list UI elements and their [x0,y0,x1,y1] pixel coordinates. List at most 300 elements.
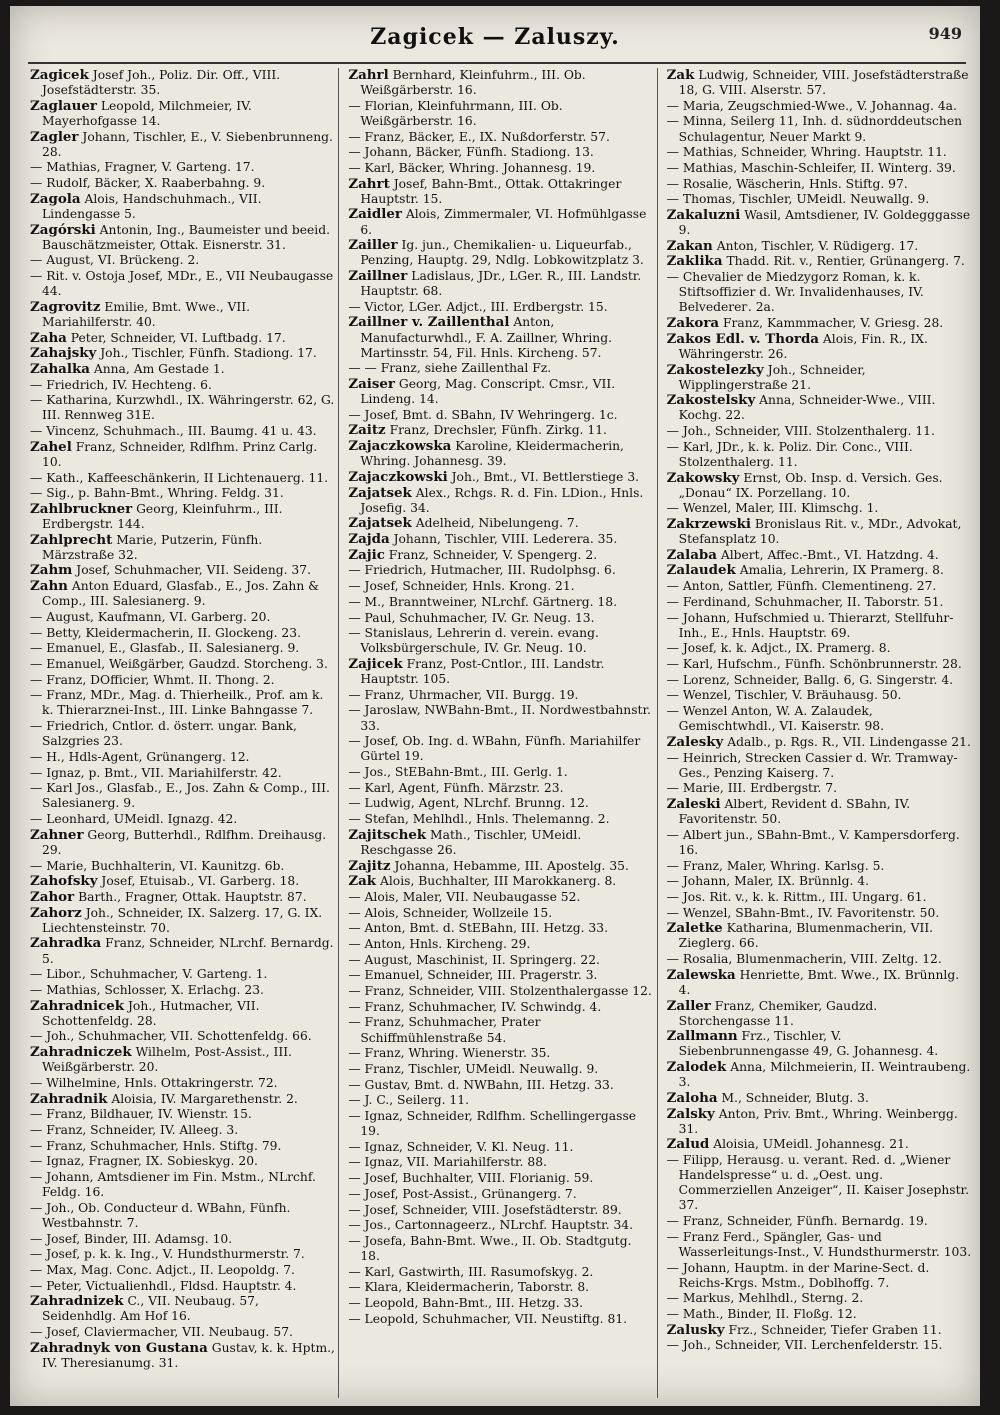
entry-details: Georg, Mag. Conscript. Cmsr., VII. Lindeng. 14. [360,377,616,407]
directory-entry [667,1137,972,1152]
directory-entry [30,563,335,578]
directory-entry [30,253,335,268]
entry-details: — Karl Jos., Glasfab., E., Jos. Zahn & Comp., III. Salesianerg. 9. [30,781,330,811]
entry-surname: Zaloha [666,1089,718,1106]
entry-surname: Zaillner v. Zaillenthal [348,314,510,331]
directory-entry [30,346,335,361]
entry-details: — Peter, Victualienhdl., Fldsd. Hauptstr. 4. [30,1278,297,1293]
entry-details: Anna, Milchmeierin, II. Weintraubeng. 3. [678,1060,971,1090]
directory-entry [667,563,972,578]
entry-surname: Zahofsky [30,873,98,890]
entry-details: — Franz, MDr., Mag. d. Thierheilk., Prof. am k. k. Thierarznei-Inst., III. Linke Bahngasse 7. [30,688,324,718]
entry-details: — Wenzel, SBahn-Bmt., IV. Favoritenstr. 50. [666,905,940,920]
directory-entry [30,130,335,160]
entry-details: — — Franz, siehe Zaillenthal Fz. [348,361,552,376]
entry-details: — Jos. Rit. v., k. k. Rittm., III. Ungarg. 61. [666,889,927,904]
directory-entry [348,470,653,485]
entry-details: — Franz, Schuhmacher, Prater Schiffmühlenstraße 54. [348,1015,541,1045]
entry-details: — Vincenz, Schuhmach., III. Baumg. 41 u. 43. [30,424,317,439]
entry-details: Franz, Schneider, NLrchf. Bernardg. 5. [42,936,334,966]
directory-entry [30,471,335,486]
entry-details: Bronislaus Rit. v., MDr., Advokat, Stefansplatz 10. [678,517,962,547]
entry-details: — Anton, Sattler, Fünfh. Clementineng. 27. [666,579,937,594]
entry-details: — Mathias, Fragner, V. Garteng. 17. [30,160,255,175]
entry-details: — Ignaz, Schneider, V. Kl. Neug. 11. [348,1139,574,1154]
directory-entry [348,238,653,268]
directory-entry [348,532,653,547]
entry-surname: Zaillner [348,267,408,284]
entry-surname: Zahner [30,826,84,843]
entry-details: Joh., Tischler, Fünfh. Stadiong. 17. [100,346,317,361]
entry-details: — Mathias, Schlosser, X. Erlachg. 23. [30,982,264,997]
entry-details: — Filipp, Herausg. u. verant. Red. d. „Wiener Handelspresse“ u. d. „Oest. ung. Commerziellen Anzeiger“, II. Kaiser Josephstr. 37. [666,1153,969,1213]
entry-details: Josef, Bahn-Bmt., Ottak. Ottakringer Hauptstr. 15. [360,176,622,206]
entry-details: — August, Maschinist, II. Springerg. 22. [348,952,600,967]
entry-details: Franz, Drechsler, Fünfh. Zirkg. 11. [389,423,607,438]
entry-surname: Zahradka [30,935,102,952]
entry-details: — Marie, Buchhalterin, VI. Kaunitzg. 6b. [30,858,285,873]
directory-entry [348,377,653,407]
entry-details: — Alois, Schneider, Wollzeile 15. [348,905,553,920]
directory-entry [667,270,972,315]
entry-details: — Mathias, Schneider, Whring. Hauptstr. 11. [666,145,947,160]
directory-entry [30,766,335,781]
column-3 [667,68,975,1398]
entry-details: — Joh., Ob. Conducteur d. WBahn, Fünfh. Westbahnstr. 7. [30,1200,291,1230]
entry-surname: Zalusky [666,1321,725,1338]
entry-details: — Kath., Kaffeeschänkerin, II Lichtenauerg. 11. [30,470,329,485]
directory-entry [30,192,335,222]
entry-surname: Zajaczkowski [348,468,448,485]
entry-surname: Zahradnizek [30,1293,124,1310]
entry-details: Alois, Fin. R., IX. Währingerstr. 26. [678,331,928,361]
entry-details: Amalia, Lehrerin, IX Pramerg. 8. [739,563,944,578]
directory-entry [348,937,653,952]
directory-entry [348,423,653,438]
entry-details: — Emanuel, E., Glasfab., II. Salesianerg. 9. [30,641,300,656]
entry-details: Anton, Priv. Bmt., Whring. Weinbergg. 31. [678,1106,958,1136]
entry-surname: Zakostelsky [666,392,756,409]
directory-entry [348,984,653,999]
entry-details: — Friedrich, Hutmacher, III. Rudolphsg. 6. [348,563,616,578]
directory-entry [667,673,972,688]
entry-details: — M., Branntweiner, NLrchf. Gärtnerg. 18. [348,594,617,609]
entry-details: Ludwig, Schneider, VIII. Josefstädterstraße 18, G. VIII. Alserstr. 57. [678,68,969,98]
directory-entry [30,983,335,998]
directory-entry [348,161,653,176]
entry-details: — Rudolf, Bäcker, X. Raaberbahng. 9. [30,176,266,191]
entry-surname: Zahrl [348,68,389,83]
directory-entry [667,254,972,269]
directory-entry [30,828,335,858]
directory-entry [30,1170,335,1200]
entry-details: — Josef, Post-Assist., Grünangerg. 7. [348,1186,577,1201]
directory-entry [30,579,335,609]
entry-surname: Zagicek [30,68,89,83]
directory-entry [667,688,972,703]
page-title: Zagicek — Zaluszy. [370,24,620,50]
entry-details: — Wilhelmine, Hnls. Ottakringerstr. 72. [30,1075,278,1090]
entry-details: — Leopold, Bahn-Bmt., III. Hetzg. 33. [348,1296,584,1311]
directory-entry [30,1247,335,1262]
directory-entry [348,145,653,160]
entry-details: — Karl, JDr., k. k. Poliz. Dir. Conc., VIII. Stolzenthalerg. 11. [666,439,913,469]
entry-details: Frz., Tischler, V. Siebenbrunnengasse 49, G. Johannesg. 4. [678,1029,939,1059]
entry-details: — Franz, Bildhauer, IV. Wienstr. 15. [30,1107,252,1122]
entry-details: Anton Eduard, Glasfab., E., Jos. Zahn & Comp., III. Salesianerg. 9. [42,579,320,609]
entry-surname: Zahrt [348,175,390,192]
entry-details: — Franz Ferd., Spängler, Gas- und Wasserleitungs-Inst., V. Hundsthurmerstr. 103. [666,1229,972,1259]
entry-details: — Josef, Schneider, Hnls. Krong. 21. [348,579,575,594]
directory-entry [30,812,335,827]
entry-details: — Franz, Tischler, UMeidl. Neuwallg. 9. [348,1061,599,1076]
directory-entry [348,688,653,703]
entry-details: — Johann, Hauptm. in der Marine-Sect. d. Reichs-Krgs. Mstm., Doblhoffg. 7. [666,1260,930,1290]
entry-details: — Ignaz, VII. Mariahilferstr. 88. [348,1155,547,1170]
entry-surname: Zakowsky [666,469,740,486]
directory-entry [667,424,972,439]
directory-entry [30,719,335,749]
entry-surname: Zajicek [348,656,403,672]
directory-entry [348,408,653,423]
entry-surname: Zagrovitz [30,298,101,315]
page-header [10,24,980,54]
directory-entry [667,363,972,393]
entry-details: — Josef, Claviermacher, VII. Neubaug. 57. [30,1325,293,1340]
entry-surname: Zallmann [666,1028,738,1045]
entry-surname: Zahradnyk von Gustana [30,1339,208,1356]
directory-entry [667,517,972,547]
entry-details: — Rosalie, Wäscherin, Hnls. Stiftg. 97. [666,176,908,191]
directory-entry [667,890,972,905]
directory-entry [348,177,653,207]
directory-entry [348,1203,653,1218]
entry-surname: Zahm [30,562,73,579]
directory-entry [667,548,972,563]
entry-details: Frz., Schneider, Tiefer Graben 11. [728,1322,942,1337]
directory-entry [667,192,972,207]
directory-entry [348,828,653,858]
entry-details: — Wenzel, Tischler, V. Bräuhausg. 50. [666,688,902,703]
entry-details: Josef, Etuisab., VI. Garberg. 18. [101,874,300,889]
entry-surname: Zahalka [30,360,90,377]
directory-entry [348,130,653,145]
directory-entry [30,859,335,874]
directory-entry [30,331,335,346]
entry-details: Johanna, Hebamme, III. Apostelg. 35. [394,858,629,873]
entry-details: Joh., Schneider, IX. Salzerg. 17, G. IX. Liechtensteinstr. 70. [42,905,323,935]
entry-surname: Zajaczkowska [348,438,452,455]
entry-details: — Franz, Whring. Wienerstr. 35. [348,1046,551,1061]
entry-details: Joh., Schneider, Wipplingerstraße 21. [678,362,866,392]
directory-entry [667,1307,972,1322]
entry-surname: Zalesky [666,733,724,750]
directory-entry [667,906,972,921]
directory-entry [667,68,972,98]
entry-details: — Karl, Gastwirth, III. Rasumofskyg. 2. [348,1264,594,1279]
entry-surname: Zajatsek [348,515,412,532]
directory-entry [348,269,653,299]
entry-surname: Zaller [666,997,711,1014]
entry-details: — Maria, Zeugschmied-Wwe., V. Johannag. 4a. [666,98,957,113]
entry-details: Johann, Tischler, VIII. Lederera. 35. [393,532,618,547]
entry-details: — Albert jun., SBahn-Bmt., V. Kampersdorferg. 16. [666,827,960,857]
entry-details: — Franz, Uhrmacher, VII. Burgg. 19. [348,687,579,702]
directory-entry [667,1107,972,1137]
entry-details: — August, Kaufmann, VI. Garberg. 20. [30,609,271,624]
directory-entry [348,781,653,796]
directory-entry [667,1291,972,1306]
entry-surname: Zailler [348,237,398,254]
directory-entry [348,1140,653,1155]
entry-details: — Libor., Schuhmacher, V. Garteng. 1. [30,967,268,982]
entry-surname: Zakrzewski [666,516,751,532]
directory-entry [667,999,972,1029]
directory-entry [667,1214,972,1229]
directory-entry [348,1155,653,1170]
directory-entry [30,641,335,656]
entry-details: — Franz, Schuhmacher, Hnls. Stiftg. 79. [30,1138,282,1153]
directory-entry [667,208,972,238]
entry-details: — Wenzel Anton, W. A. Zalaudek, Gemischtwhdl., VI. Kaiserstr. 98. [666,704,885,734]
entry-details: — Friedrich, Cntlor. d. österr. ungar. Bank, Salzgries 23. [30,719,297,749]
directory-entry [348,812,653,827]
entry-details: — Jaroslaw, NWBahn-Bmt., II. Nordwestbahnstr. 33. [348,703,651,733]
directory-entry [348,1218,653,1233]
entry-details: Alois, Handschuhmach., VII. Lindengasse 5. [42,191,262,221]
entry-details: Emilie, Bmt. Wwe., VII. Mariahilferstr. 40. [42,299,251,329]
directory-entry [30,1139,335,1154]
entry-details: Georg, Butterhdl., Rdlfhm. Dreihausg. 29. [42,827,327,857]
directory-entry [30,269,335,299]
directory-entry [30,393,335,423]
directory-entry [348,611,653,626]
entry-details: — Franz, Bäcker, E., IX. Nußdorferstr. 57. [348,129,610,144]
directory-entry [30,1076,335,1091]
directory-entry [348,315,653,360]
directory-entry [348,1093,653,1108]
directory-entry [348,516,653,531]
directory-entry [30,688,335,718]
entry-details: Franz, Post-Cntlor., III. Landstr. Hauptstr. 105. [360,657,605,687]
directory-entry [348,595,653,610]
directory-entry [30,1325,335,1340]
directory-entry [30,223,335,253]
directory-entry [30,99,335,129]
entry-surname: Zaleski [666,796,721,812]
entry-details: Adalb., p. Rgs. R., VII. Lindengasse 21. [727,734,971,749]
directory-entry [667,316,972,331]
directory-entry [30,160,335,175]
entry-details: — Minna, Seilerg 11, Inh. d. südnorddeutschen Schulagentur, Neuer Markt 9. [666,114,963,144]
entry-details: — Joh., Schneider, VIII. Stolzenthalerg. 11. [666,424,935,439]
entry-details: — Heinrich, Strecken Cassier d. Wr. Tramway-Ges., Penzing Kaiserg. 7. [666,750,958,780]
directory-entry [667,952,972,967]
directory-entry [30,440,335,470]
directory-entry [348,579,653,594]
entry-details: — Josef, Buchhalter, VIII. Florianig. 59. [348,1171,594,1186]
directory-entry [348,1000,653,1015]
entry-details: — Anton, Hnls. Kircheng. 29. [348,937,531,951]
entry-details: Franz, Schneider, Rdlfhm. Prinz Carlg. 10. [42,439,318,469]
entry-surname: Zalodek [666,1059,727,1076]
entry-surname: Zagler [30,128,79,145]
entry-details: Josef, Schuhmacher, VII. Seideng. 37. [76,563,311,578]
entry-details: — Stanislaus, Lehrerin d. verein. evang. Volksbürgerschule, IV. Gr. Neug. 10. [348,626,599,656]
directory-entry [667,595,972,610]
entry-details: — Rosalia, Blumenmacherin, VIII. Zeltg. 12. [666,952,942,967]
entry-surname: Zagola [30,190,81,207]
directory-entry [348,921,653,936]
entry-details: Franz, Kammmacher, V. Griesg. 28. [722,316,944,331]
entry-surname: Zahlprecht [30,531,113,548]
entry-details: — Josef, p. k. k. Ing., V. Hundsthurmerstr. 7. [30,1247,305,1262]
directory-entry [667,501,972,516]
directory-entry [348,361,653,376]
directory-entry [348,99,653,129]
entry-surname: Zaidler [348,206,402,223]
directory-entry [348,486,653,516]
entry-surname: Zaklika [666,253,723,270]
directory-entry [667,781,972,796]
directory-entry [348,1015,653,1045]
directory-entry [348,968,653,983]
directory-entry [667,471,972,501]
directory-entry [348,796,653,811]
directory-entry [30,300,335,330]
entry-surname: Zaitz [348,422,386,439]
directory-entry [667,859,972,874]
directory-entry [348,1265,653,1280]
directory-entry [30,502,335,532]
header-rule [28,62,966,64]
directory-entry [30,906,335,936]
entry-surname: Zalewska [666,966,736,983]
entry-details: Alois, Buchhalter, III Marokkanerg. 8. [379,874,617,889]
entry-details: Leopold, Milchmeier, IV. Mayerhofgasse 14. [42,98,252,128]
entry-details: Barth., Fragner, Ottak. Hauptstr. 87. [78,889,307,904]
entry-surname: Zahajsky [30,345,97,362]
directory-entry [667,735,972,750]
directory-entry [30,362,335,377]
entry-details: — Marie, III. Erdbergstr. 7. [666,781,838,796]
entry-details: — Jos., Cartonnageerz., NLrchf. Hauptstr. 34. [348,1218,634,1233]
directory-entry [348,1109,653,1139]
entry-details: — Gustav, Bmt. d. NWBahn, III. Hetzg. 33. [348,1077,614,1092]
directory-entry [348,563,653,578]
directory-entry [30,1123,335,1138]
entry-details: Aloisia, IV. Margarethenstr. 2. [111,1091,298,1106]
directory-entry [30,1341,335,1371]
directory-entry [30,1045,335,1075]
entry-details: Adelheid, Nibelungeng. 7. [415,516,579,531]
entry-details: — Betty, Kleidermacherin, II. Glockeng. 23. [30,625,301,640]
directory-entry [667,968,972,998]
directory-entry [348,439,653,469]
entry-details: — Ludwig, Agent, NLrchf. Brunng. 12. [348,796,589,811]
directory-entry [667,921,972,951]
entry-surname: Zakan [666,237,713,254]
entry-details: Joh., Bmt., VI. Bettlerstiege 3. [451,469,640,484]
entry-details: — Chevalier de Miedzygorz Roman, k. k. Stiftsoffizier d. Wr. Invalidenhauses, IV. Belvederег. 2a. [666,270,924,315]
entry-details: — Emanuel, Schneider, III. Pragerstr. 3. [348,968,598,983]
entry-surname: Zak [666,68,695,83]
directory-entry [667,161,972,176]
entry-details: — Franz, Schuhmacher, IV. Schwindg. 4. [348,999,602,1014]
entry-details: — Ignaz, Fragner, IX. Sobieskyg. 20. [30,1154,258,1169]
entry-details: — Sig., p. Bahn-Bmt., Whring. Feldg. 31. [30,486,284,501]
entry-details: — Friedrich, IV. Hechteng. 6. [30,377,212,392]
directory-entry [348,657,653,687]
entry-details: — Paul, Schuhmacher, IV. Gr. Neug. 13. [348,610,595,625]
directory-entry [30,936,335,966]
entry-details: Ig. jun., Chemikalien- u. Liqueurfab., Penzing, Hauptg. 29, Ndlg. Lobkowitzplatz 3. [360,238,644,268]
directory-entry [30,890,335,905]
entry-details: — Alois, Maler, VII. Neubaugasse 52. [348,889,581,904]
entry-details: Albert, Revident d. SBahn, IV. Favoritenstr. 50. [678,797,911,827]
entry-surname: Zahradniczek [30,1044,132,1061]
directory-entry [667,99,972,114]
directory-entry [30,967,335,982]
entry-details: — Johann, Maler, IX. Brünnlg. 4. [666,874,870,889]
entry-details: Franz, Schneider, V. Spengerg. 2. [388,547,598,562]
entry-details: — Victor, LGer. Adjct., III. Erdbergstr. 15. [348,299,608,314]
entry-details: — Franz, Schneider, Fünfh. Bernardg. 19. [666,1214,928,1229]
entry-details: — Johann, Amtsdiener im Fin. Mstm., NLrchf. Feldg. 16. [30,1169,316,1200]
entry-details: — Franz, Schneider, IV. Alleeg. 3. [30,1122,239,1137]
entry-details: — Franz, Maler, Whring. Karlsg. 5. [666,858,885,873]
entry-details: — Josef, Schneider, VIII. Josefstädterstr. 89. [348,1202,622,1217]
entry-details: Gustav, k. k. Hptm., IV. Theresianumg. 31. [42,1340,335,1370]
directory-entry [348,1280,653,1295]
entry-surname: Zaletke [666,920,723,937]
column-1 [30,68,339,1398]
directory-entry [30,673,335,688]
entry-details: — Emanuel, Weißgärber, Gaudzd. Storcheng. 3. [30,657,328,671]
entry-surname: Zajitz [348,857,391,874]
entry-details: — Joh., Schneider, VII. Lerchenfelderstr. 15. [666,1338,943,1353]
entry-details: — August, VI. Brückeng. 2. [30,253,200,268]
entry-details: — Klara, Kleidermacherin, Taborstr. 8. [348,1280,590,1295]
entry-details: Josef Joh., Poliz. Dir. Off., VIII. Josefstädterstr. 35. [42,68,281,98]
entry-details: — Leonhard, UMeidl. Ignazg. 42. [30,812,238,827]
entry-details: — Anton, Bmt. d. StEBahn, III. Hetzg. 33. [348,921,608,936]
entry-surname: Zalaba [666,546,717,563]
directory-entry [667,1153,972,1213]
entry-surname: Zaiser [348,376,395,392]
entry-surname: Zaglauer [30,97,97,114]
directory-entry [348,1296,653,1311]
entry-details: Alois, Zimmermaler, VI. Hofmühlgasse 6. [360,207,647,237]
directory-entry [30,176,335,191]
entry-details: — Katharina, Kurzwhdl., IX. Währingerstr. 62, G. III. Rennweg 31E. [30,393,335,423]
directory-entry [30,657,335,672]
entry-details: C., VII. Neubaug. 57, Seidenhdlg. Am Hof 16. [42,1294,259,1324]
columns [30,68,975,1398]
directory-entry [30,1294,335,1324]
entry-details: Karoline, Kleidermacherin, Whring. Johannesg. 39. [360,439,624,469]
directory-page [10,6,980,1406]
directory-entry [667,145,972,160]
entry-details: — J. C., Seilerg. 11. [348,1093,469,1108]
directory-entry [348,1187,653,1202]
entry-details: Bernhard, Kleinfuhrm., III. Ob. Weißgärberstr. 16. [360,68,586,98]
entry-details: Aloisia, UMeidl. Johannesg. 21. [713,1137,909,1152]
entry-details: — Ignaz, Schneider, Rdlfhm. Schellingergasse 19. [348,1108,637,1139]
entry-details: — Ignaz, p. Bmt., VII. Mariahilferstr. 42. [30,765,282,780]
directory-entry [30,68,335,98]
directory-entry [30,1107,335,1122]
